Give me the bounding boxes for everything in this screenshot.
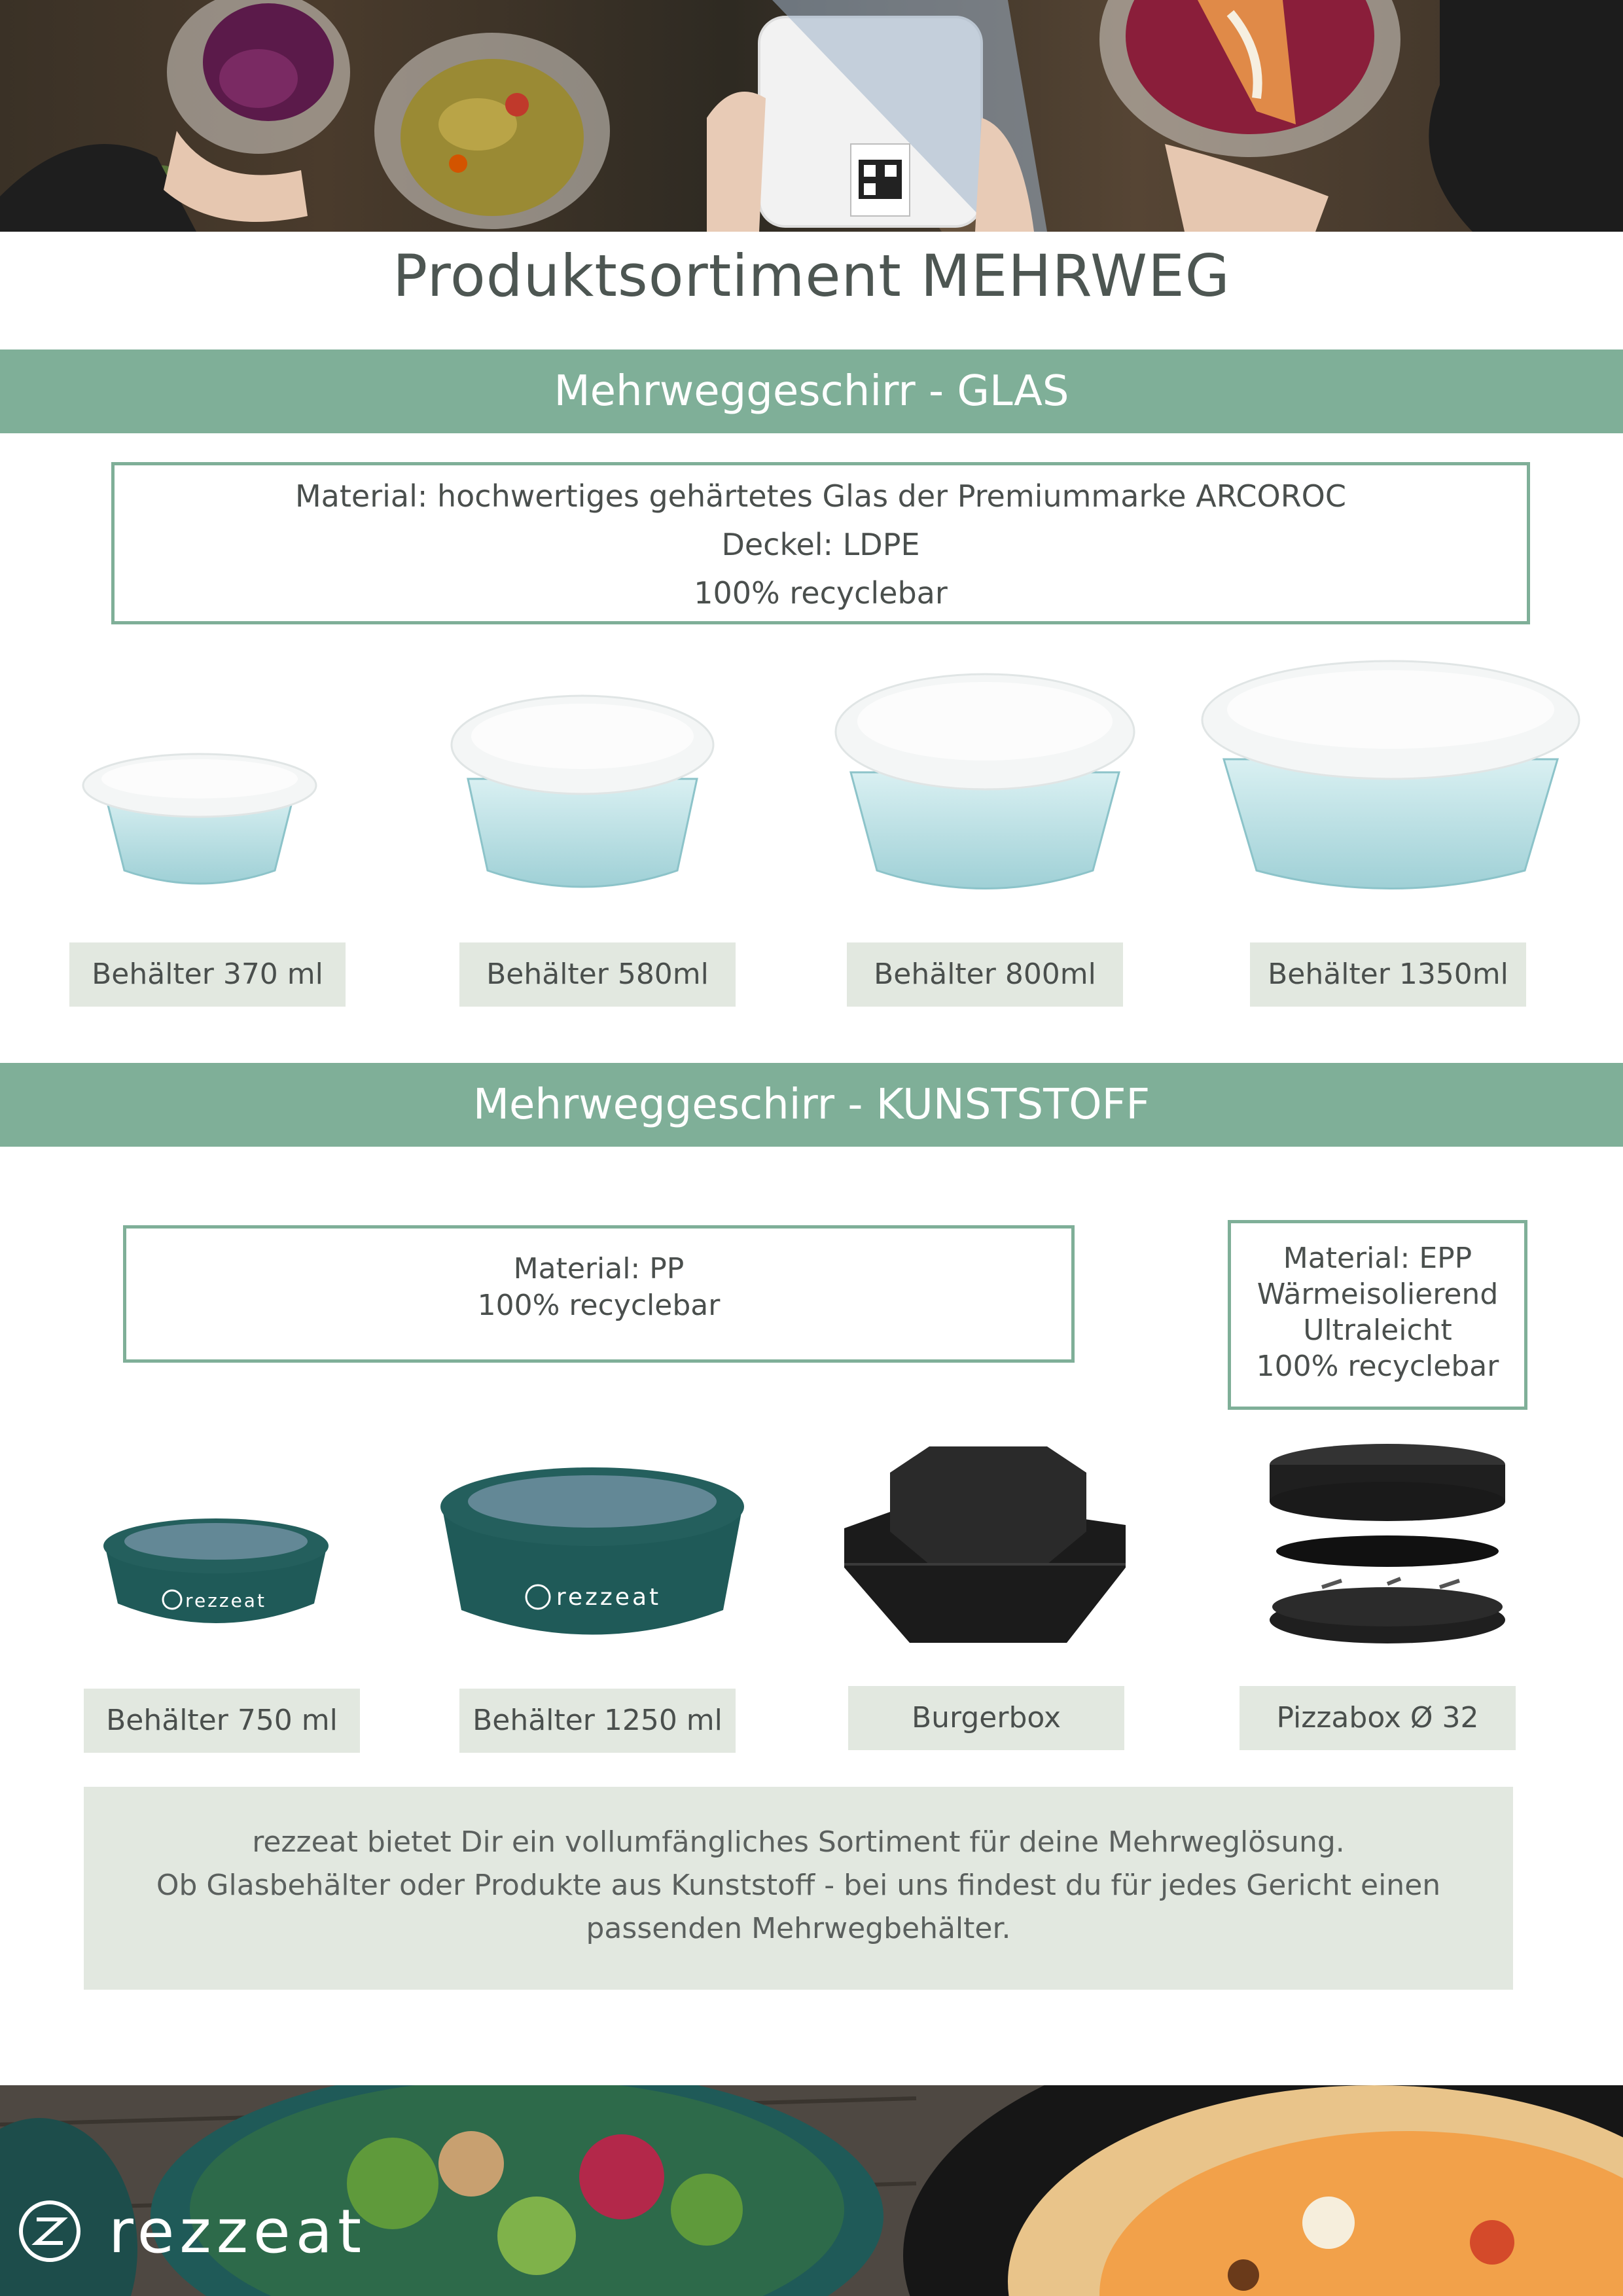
glass-bowl-1350: [1202, 661, 1579, 889]
hero-photo: [0, 0, 1623, 232]
info-box: [84, 1787, 1513, 1990]
product-label-glass-370: Behälter 370 ml: [69, 942, 346, 1007]
product-label-plastic-1250: Behälter 1250 ml: [459, 1689, 736, 1753]
plastic-pp-material-box: [123, 1225, 1075, 1363]
page-title: Produktsortiment MEHRWEG: [393, 242, 1230, 310]
glass-products-illustration: [0, 648, 1623, 910]
epp-material-line: Material: EPP: [1283, 1242, 1472, 1275]
bowl-1250-brand: rezzeat: [556, 1584, 662, 1611]
product-label-burgerbox: Burgerbox: [848, 1686, 1124, 1750]
glass-bowl-800: [836, 674, 1134, 889]
glass-bowl-580: [452, 696, 713, 887]
epp-recycle-line: 100% recyclebar: [1256, 1350, 1499, 1383]
info-line-1: rezzeat bietet Dir ein vollumfängliches Sortiment für deine Mehrweglösung.: [252, 1825, 1345, 1859]
product-label-glass-580: Behälter 580ml: [459, 942, 736, 1007]
epp-insulation-line: Wärmeisolierend: [1257, 1278, 1499, 1311]
glass-material-box: [111, 462, 1530, 624]
section-heading-plastic: Mehrweggeschirr - KUNSTSTOFF: [0, 1063, 1623, 1147]
product-label-plastic-750: Behälter 750 ml: [84, 1689, 360, 1753]
pp-recycle-line: 100% recyclebar: [477, 1289, 721, 1322]
pp-material-line: Material: PP: [513, 1252, 685, 1285]
product-label-pizzabox: Pizzabox Ø 32: [1240, 1686, 1516, 1750]
burgerbox-shape: [844, 1446, 1126, 1643]
glass-recycle-line: 100% recyclebar: [694, 575, 948, 611]
plastic-epp-material-box: [1228, 1220, 1527, 1410]
glass-bowl-370: [83, 754, 316, 884]
info-line-2: Ob Glasbehälter oder Produkte aus Kunststoff - bei uns findest du für jedes Gericht einen: [156, 1869, 1441, 1902]
pizzabox-shape: [1270, 1444, 1505, 1643]
glass-material-line: Material: hochwertiges gehärtetes Glas der Premiummarke ARCOROC: [294, 478, 1346, 514]
epp-lightweight-line: Ultraleicht: [1303, 1314, 1452, 1347]
bowl-750-brand: rezzeat: [185, 1590, 266, 1611]
footer-photo: [0, 2085, 1623, 2296]
product-label-glass-800: Behälter 800ml: [847, 942, 1123, 1007]
hero-illustration: [0, 0, 1623, 232]
section-heading-glass: Mehrweggeschirr - GLAS: [0, 350, 1623, 433]
info-line-3: passenden Mehrwegbehälter.: [586, 1912, 1011, 1945]
product-label-glass-1350: Behälter 1350ml: [1250, 942, 1526, 1007]
plastic-products-illustration: [0, 1433, 1623, 1669]
footer-brand-name: rezzeat: [109, 2197, 367, 2267]
glass-lid-line: Deckel: LDPE: [721, 527, 920, 562]
